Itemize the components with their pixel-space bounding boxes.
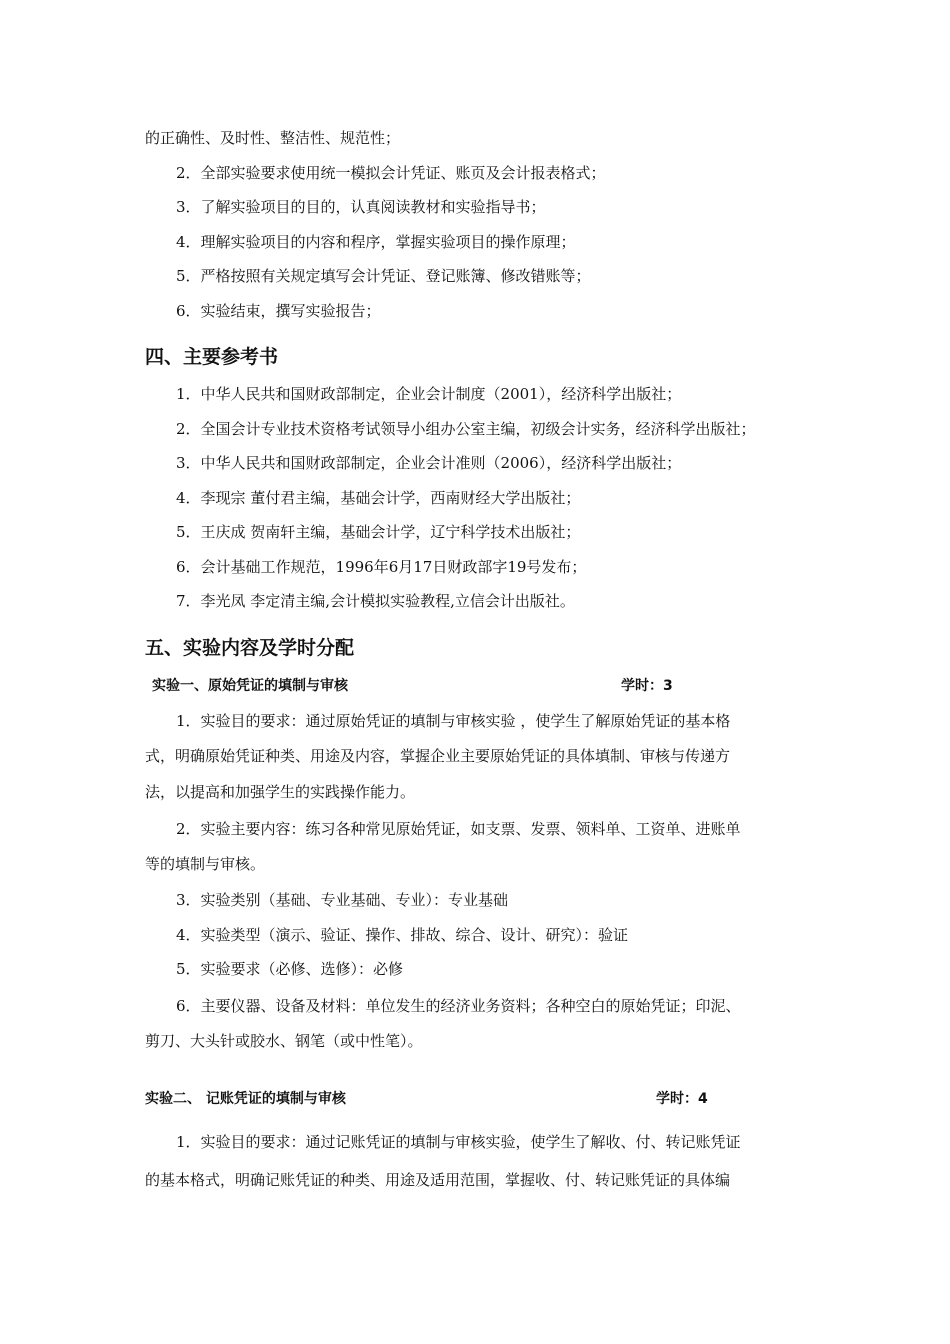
reference-item: 3．中华人民共和国财政部制定，企业会计准则（2006），经济科学出版社； [176, 454, 682, 472]
experiment1-line: 法，以提高和加强学生的实践操作能力。 [145, 783, 416, 801]
requirement-item: 5．严格按照有关规定填写会计凭证、登记账簿、修改错账等； [176, 267, 591, 285]
reference-item: 7．李光凤 李定清主编,会计模拟实验教程,立信会计出版社。 [176, 592, 575, 610]
experiment1-line: 等的填制与审核。 [145, 855, 266, 873]
requirement-item: 6．实验结束，撰写实验报告； [176, 302, 381, 320]
reference-item: 4．李现宗 董付君主编，基础会计学，西南财经大学出版社； [176, 489, 581, 507]
experiment2-title: 实验二、 记账凭证的填制与审核 [145, 1091, 346, 1107]
experiment1-line: 6．主要仪器、设备及材料：单位发生的经济业务资料；各种空白的原始凭证；印泥、 [176, 997, 741, 1015]
experiment1-title: 实验一、原始凭证的填制与审核 [152, 678, 348, 694]
reference-item: 1．中华人民共和国财政部制定，企业会计制度（2001），经济科学出版社； [176, 385, 682, 403]
section-heading-experiments: 五、实验内容及学时分配 [145, 637, 355, 659]
requirement-item: 2．全部实验要求使用统一模拟会计凭证、账页及会计报表格式； [176, 164, 606, 182]
experiment1-line: 3．实验类别（基础、专业基础、专业）：专业基础 [176, 891, 509, 909]
reference-item: 5．王庆成 贺南轩主编，基础会计学，辽宁科学技术出版社； [176, 523, 581, 541]
experiment1-line: 5．实验要求（必修、选修）：必修 [176, 960, 404, 978]
experiment1-line: 剪刀、大头针或胶水、钢笔（或中性笔）。 [145, 1032, 423, 1050]
experiment1-line: 2．实验主要内容：练习各种常见原始凭证，如支票、发票、领料单、工资单、进账单 [176, 820, 741, 838]
requirement-item: 3．了解实验项目的目的，认真阅读教材和实验指导书； [176, 198, 546, 216]
reference-item: 2．全国会计专业技术资格考试领导小组办公室主编，初级会计实务，经济科学出版社； [176, 420, 756, 438]
requirement-item: 4．理解实验项目的内容和程序，掌握实验项目的操作原理； [176, 233, 576, 251]
experiment2-hours: 学时：4 [656, 1091, 708, 1107]
reference-item: 6．会计基础工作规范，1996年6月17日财政部字19号发布； [176, 558, 587, 576]
experiment1-hours: 学时：3 [621, 678, 673, 694]
section-heading-references: 四、主要参考书 [145, 346, 279, 368]
experiment1-line: 4．实验类型（演示、验证、操作、排故、综合、设计、研究）：验证 [176, 926, 629, 944]
experiment2-line: 1．实验目的要求：通过记账凭证的填制与审核实验，使学生了解收、付、转记账凭证 [176, 1133, 741, 1151]
experiment1-line: 式，明确原始凭证种类、用途及内容，掌握企业主要原始凭证的具体填制、审核与传递方 [145, 747, 731, 765]
experiment2-line: 的基本格式，明确记账凭证的种类、用途及适用范围，掌握收、付、转记账凭证的具体编 [145, 1171, 731, 1189]
requirement-continuation: 的正确性、及时性、整洁性、规范性； [145, 129, 401, 147]
experiment1-line: 1．实验目的要求：通过原始凭证的填制与审核实验 ，使学生了解原始凭证的基本格 [176, 712, 731, 730]
